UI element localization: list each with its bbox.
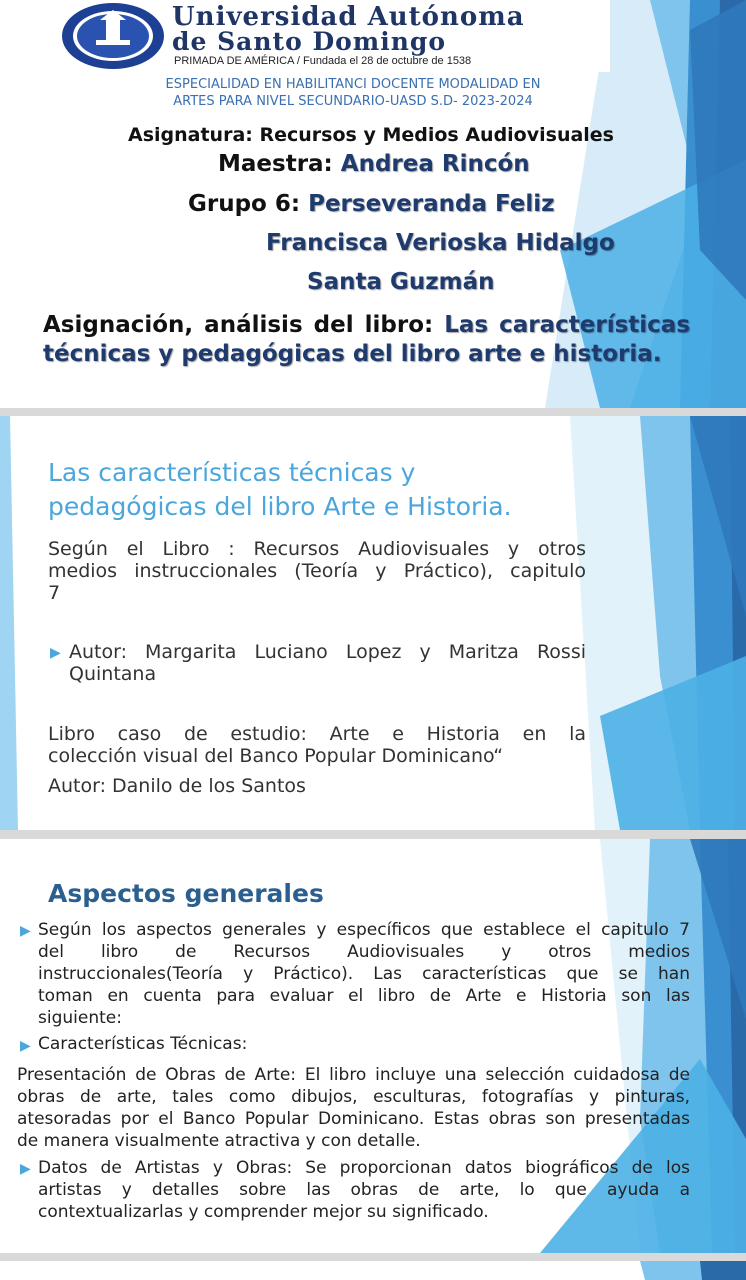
intro-line5: siguiente: xyxy=(38,1008,122,1028)
artists-paragraph xyxy=(38,1157,690,1223)
university-name-line2: de Santo Domingo xyxy=(172,27,447,56)
artists-line1: Datos de Artistas y Obras: Se proporcionan datos biográficos de los xyxy=(38,1158,690,1178)
subject-line: Asignatura: Recursos y Medios Audiovisuales xyxy=(128,124,614,146)
slide3-heading: Aspectos generales xyxy=(48,879,324,908)
case-author: Autor: Danilo de los Santos xyxy=(48,775,306,797)
intro-line4: toman en cuenta para evaluar el libro de Arte e Historia son las xyxy=(38,986,690,1006)
authors-line2: Quintana xyxy=(69,663,157,685)
authors-line1: Autor: Margarita Luciano Lopez y Maritza Rossi xyxy=(69,641,586,663)
slide-decoration xyxy=(0,1261,746,1280)
art-works-paragraph xyxy=(17,1064,690,1152)
group-member-1: Perseveranda Feliz xyxy=(308,191,555,217)
group-member-2: Francisca Verioska Hidalgo xyxy=(266,230,615,256)
artists-line2: artistas y detalles sobre las obras de arte, lo que ayuda a xyxy=(38,1180,690,1200)
university-header xyxy=(52,0,610,72)
intro-paragraph xyxy=(38,919,690,1029)
intro-line2: del libro de Recursos Audiovisuales y otros medios xyxy=(38,942,690,962)
art-line2: obras de arte, tales como dibujos, esculturas, fotografías y pinturas, xyxy=(17,1087,690,1107)
case-line2: colección visual del Banco Popular Dominicano“ xyxy=(48,745,504,767)
group-line xyxy=(188,191,555,217)
program-line1: ESPECIALIDAD EN HABILITANCI DOCENTE MODALIDAD EN xyxy=(165,77,541,92)
source-paragraph xyxy=(48,538,586,604)
slide-next-partial xyxy=(0,1261,746,1280)
program-text xyxy=(0,76,706,110)
art-line4: de manera visualmente atractiva y con detalle. xyxy=(17,1131,421,1151)
art-line1: Presentación de Obras de Arte: El libro incluye una selección cuidadosa de xyxy=(17,1065,690,1085)
source-line1: Según el Libro : Recursos Audiovisuales y otros xyxy=(48,538,586,560)
program-line2: ARTES PARA NIVEL SECUNDARIO-UASD S.D- 2023-2024 xyxy=(173,94,533,109)
university-tagline: PRIMADA DE AMÉRICA / Fundada el 28 de octubre de 1538 xyxy=(174,55,472,67)
university-seal-icon xyxy=(60,2,166,70)
teacher-name: Andrea Rincón xyxy=(340,151,530,177)
bullet-icon: ▶ xyxy=(20,1038,31,1054)
artists-line3: contextualizarlas y comprender mejor su significado. xyxy=(38,1202,489,1222)
source-line2: medios instruccionales (Teoría y Práctico), capitulo xyxy=(48,560,586,582)
slide2-title-line1: Las características técnicas y xyxy=(48,458,416,487)
assignment-label: Asignación, análisis del libro: xyxy=(43,312,434,338)
assignment-title-part1: Las características xyxy=(444,312,691,338)
art-line3: atesoradas por el Banco Popular Dominicano. Estas obras son presentadas xyxy=(17,1109,690,1129)
assignment-title-part2: técnicas y pedagógicas del libro arte e historia. xyxy=(43,341,662,367)
authors-paragraph xyxy=(69,641,586,685)
university-name-line1: Universidad Autónoma xyxy=(172,2,525,32)
slide2-title xyxy=(48,456,512,524)
slide-title xyxy=(0,0,746,408)
teacher-line xyxy=(218,151,530,177)
group-member-3: Santa Guzmán xyxy=(307,269,495,295)
slide-general-aspects xyxy=(0,839,746,1253)
intro-line1: Según los aspectos generales y específicos que establece el capitulo 7 xyxy=(38,920,690,940)
technical-heading: Características Técnicas: xyxy=(38,1034,248,1054)
slide2-title-line2: pedagógicas del libro Arte e Historia. xyxy=(48,492,512,521)
case-line1: Libro caso de estudio: Arte e Historia en la xyxy=(48,723,586,745)
assignment-line1 xyxy=(43,309,690,341)
intro-line3: instruccionales(Teoría y Práctico). Las características que se han xyxy=(38,964,690,984)
group-label: Grupo 6: xyxy=(188,191,301,217)
source-line3: 7 xyxy=(48,582,61,604)
teacher-label: Maestra: xyxy=(218,151,333,177)
bullet-icon: ▶ xyxy=(20,923,31,939)
case-study-paragraph xyxy=(48,723,586,767)
slide-characteristics xyxy=(0,416,746,830)
bullet-icon: ▶ xyxy=(50,645,61,661)
bullet-icon: ▶ xyxy=(20,1161,31,1177)
